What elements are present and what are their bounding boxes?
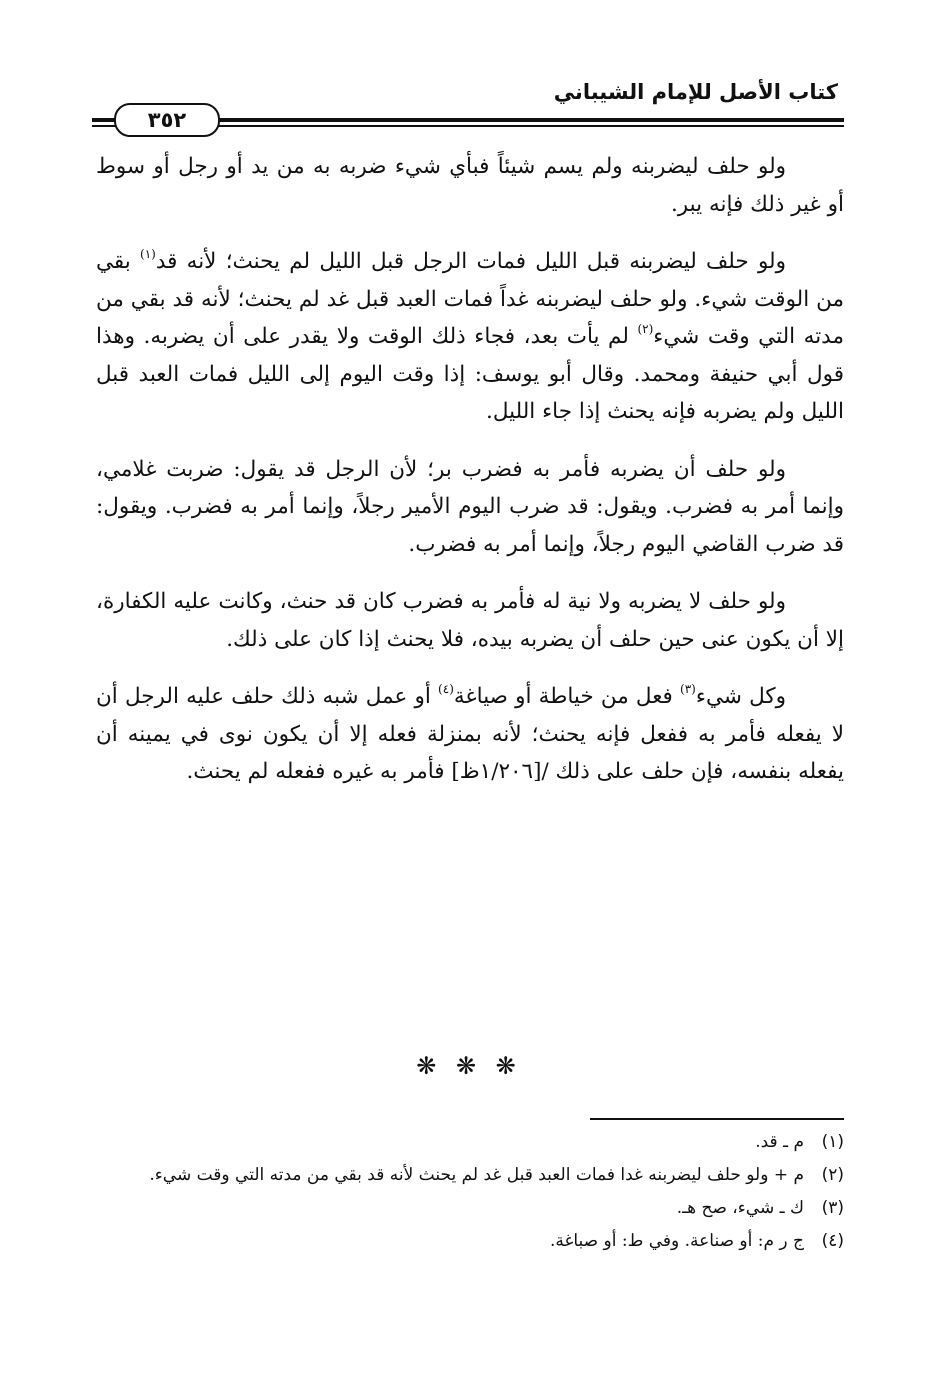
paragraph-2-part-3: لم يأت بعد، فجاء ذلك الوقت ولا يقدر على أن يضربه. وهذا قول أبي حنيفة ومحمد. وقال أبو يوسف: إذا وقت اليوم إلى الليل فمات العبد قبل الليل ولم يضربه فإنه يحنث إذا جاء الليل. bbox=[96, 324, 844, 424]
footnotes bbox=[96, 1128, 844, 1260]
footnote-marker-2[interactable]: (٢) bbox=[637, 322, 654, 336]
footnote-2 bbox=[96, 1161, 844, 1190]
footnote-number: (٤) bbox=[821, 1231, 844, 1251]
running-title: كتاب الأصل للإمام الشيباني bbox=[553, 80, 838, 104]
footnote-separator bbox=[590, 1118, 844, 1120]
footnote-marker-4[interactable]: (٤) bbox=[438, 682, 454, 696]
paragraph-1: ولو حلف ليضربنه ولم يسم شيئاً فبأي شيء ضربه به من يد أو رجل أو سوط أو غير ذلك فإنه يبر. bbox=[96, 154, 844, 217]
footnote-3 bbox=[96, 1194, 844, 1223]
footnote-marker-3[interactable]: (٣) bbox=[680, 682, 696, 696]
paragraph-3: ولو حلف أن يضربه فأمر به فضرب بر؛ لأن الرجل قد يقول: ضربت غلامي، وإنما أمر به فضرب. ويقول: قد ضرب اليوم الأمير رجلاً، وإنما أمر به فضرب. ويقول: قد ضرب القاضي اليوم رجلاً، وإنما أمر به فضرب. bbox=[96, 456, 844, 557]
paragraph-5 bbox=[96, 678, 844, 791]
footnote-number: (٢) bbox=[821, 1165, 844, 1185]
footnote-text: م + ولو حلف ليضربنه غدا فمات العبد قبل غد لم يحنث لأنه قد بقي من مدته التي وقت شيء. bbox=[149, 1165, 804, 1185]
footnote-number: (١) bbox=[821, 1132, 844, 1152]
page-header bbox=[92, 70, 844, 132]
footnote-number: (٣) bbox=[821, 1198, 844, 1218]
section-ornament-icon: ❋ ❋ ❋ bbox=[416, 1052, 522, 1080]
paragraph-2 bbox=[96, 243, 844, 431]
paragraph-4: ولو حلف لا يضربه ولا نية له فأمر به فضرب كان قد حنث، وكانت عليه الكفارة، إلا أن يكون عنى حين حلف أن يضربه بيده، فلا يحنث إذا كان على ذلك. bbox=[96, 589, 844, 652]
footnote-text: ج ر م: أو صناعة. وفي ط: أو صباغة. bbox=[549, 1231, 804, 1251]
paragraph-5-part-2: فعل من خياطة أو صياغة bbox=[453, 684, 681, 709]
paragraph-2-part-1: ولو حلف ليضربنه قبل الليل فمات الرجل قبل الليل لم يحنث؛ لأنه قد bbox=[155, 249, 786, 274]
paragraph-5-part-1: وكل شيء bbox=[695, 684, 786, 709]
footnote-text: م ـ قد. bbox=[755, 1132, 804, 1152]
footnote-text: ك ـ شيء، صح هـ. bbox=[676, 1198, 804, 1218]
paragraph-5-part-3: أو عمل شبه ذلك حلف عليه الرجل أن لا يفعله فأمر به ففعل فإنه يحنث؛ لأنه بمنزلة فعله إلا أن يكون نوى في يمينه أن يفعله بنفسه، فإن حلف على ذلك /[١/٢٠٦ظ] فأمر به غيره ففعله لم يحنث. bbox=[96, 684, 844, 784]
footnote-1 bbox=[96, 1128, 844, 1157]
footnote-4 bbox=[96, 1227, 844, 1256]
paragraph-2-part-2: بقي من الوقت شيء. ولو حلف ليضربنه غداً فمات العبد قبل غد لم يحنث؛ لأنه قد بقي من مدته التي وقت شيء bbox=[96, 249, 844, 349]
page-number: ٣٥٢ bbox=[114, 103, 220, 137]
footnote-marker-1[interactable]: (١) bbox=[140, 247, 156, 261]
main-text bbox=[96, 148, 844, 811]
